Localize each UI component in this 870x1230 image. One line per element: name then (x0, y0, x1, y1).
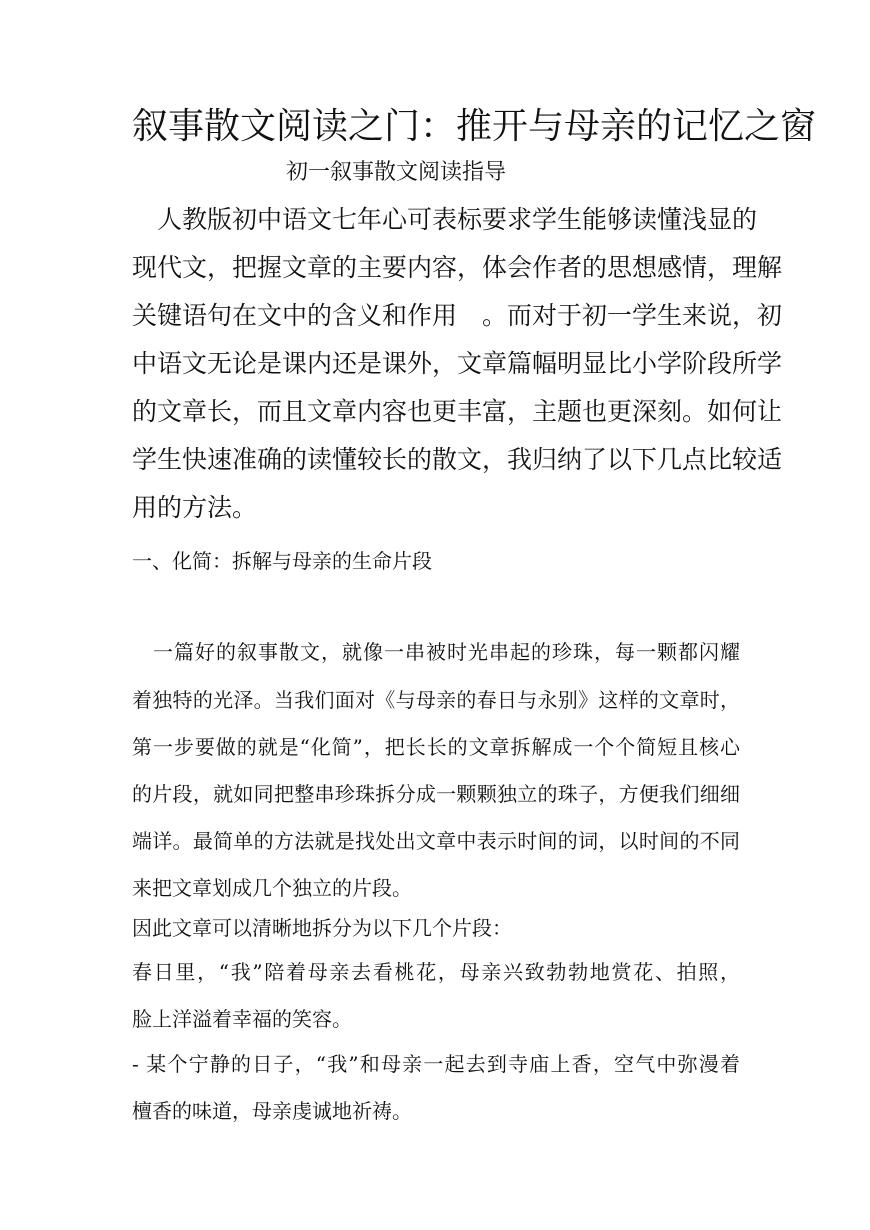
section-line-8: 春日里，“我”陪着母亲去看桃花，母亲兴致勃勃地赏花、拍照， (132, 960, 740, 984)
section-line-4: 的片段，就如同把整串珍珠拆分成一颗颗独立的珠子，方便我们细细 (132, 782, 740, 806)
intro-line-4: 中语文无论是课内还是课外，文章篇幅明显比小学阶段所学 (132, 349, 783, 378)
section-line-2: 着独特的光泽。当我们面对《与母亲的春日与永别》这样的文章时， (132, 688, 740, 712)
intro-line-5: 的文章长，而且文章内容也更丰富，主题也更深刻。如何让 (132, 397, 783, 426)
section-line-7: 因此文章可以清晰地拆分为以下几个片段： (132, 916, 512, 940)
intro-line-1: 人教版初中语文七年心可表标要求学生能够读懂浅显的 (132, 205, 758, 234)
section-line-9: 脸上洋溢着幸福的笑容。 (132, 1007, 352, 1031)
section-line-3: 第一步要做的就是“化简”，把长长的文章拆解成一个个简短且核心 (132, 735, 740, 759)
section-line-6: 来把文章划成几个独立的片段。 (132, 876, 412, 900)
intro-line-7: 用的方法。 (132, 493, 258, 522)
section-line-1: 一篇好的叙事散文，就像一串被时光串起的珍珠，每一颗都闪耀 (132, 640, 740, 664)
section-line-5: 端详。最简单的方法就是找处出文章中表示时间的词，以时间的不同 (132, 829, 740, 853)
document-title: 叙事散文阅读之门：推开与母亲的记忆之窗 (132, 106, 817, 147)
section-line-10: - 某个宁静的日子，“我”和母亲一起去到寺庙上香，空气中弥漫着 (132, 1052, 740, 1076)
document-subtitle: 初一叙事散文阅读指导 (286, 160, 507, 185)
intro-line-2: 现代文，把握文章的主要内容，体会作者的思想感情，理解 (132, 253, 783, 282)
intro-line-3: 关键语句在文中的含义和作用 。而对于初一学生来说，初 (132, 301, 783, 330)
intro-line-6: 学生快速准确的读懂较长的散文，我归纳了以下几点比较适 (132, 445, 783, 474)
section-heading: 一、化简：拆解与母亲的生命片段 (132, 549, 432, 573)
section-line-11: 檀香的味道，母亲虔诚地祈祷。 (132, 1099, 412, 1123)
